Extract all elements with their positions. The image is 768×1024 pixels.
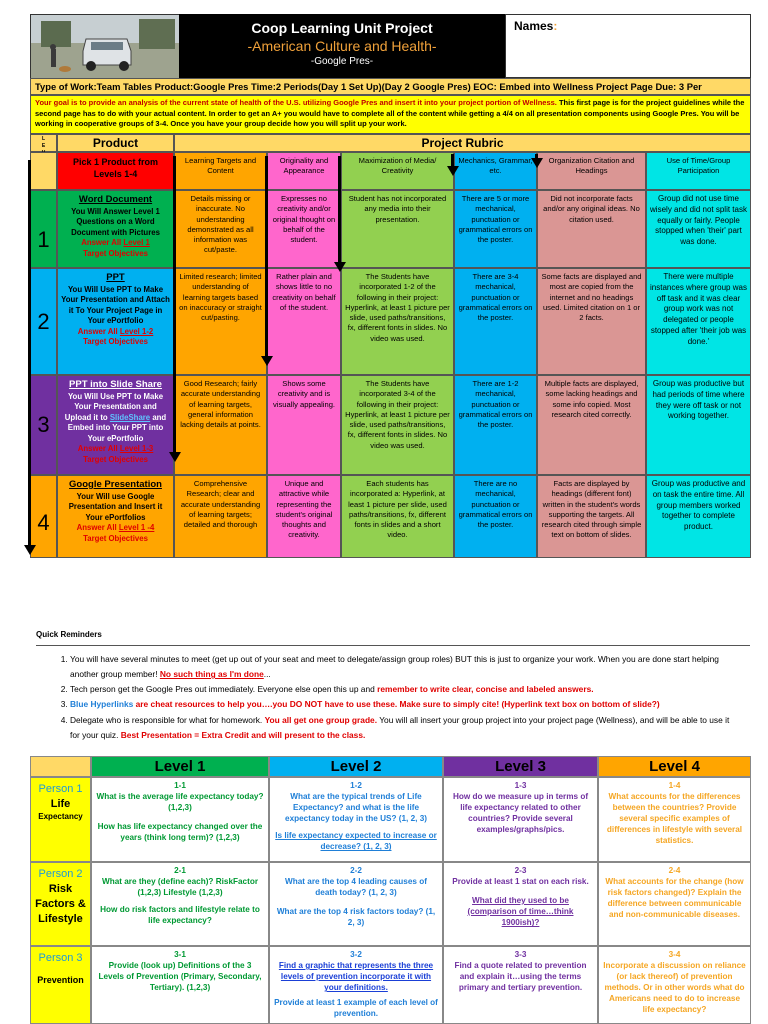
content-level-1-header: Level 1 [91, 756, 269, 777]
content-corner [30, 756, 91, 777]
person-name: Person 3 [38, 952, 83, 964]
level-3-cell [30, 375, 57, 475]
down-arrow-icon [447, 166, 459, 176]
goal-part1: Your goal is to provide an analysis of the current state of health of the U.S. utilizing Google Pres and insert it into your project portion of Wellness. [35, 98, 557, 107]
content-level-3-header: Level 3 [443, 756, 598, 777]
goal-part2: This first page is for the project guidelines while the second page has to do with your actual content. In order to get an A+ you would have to complete all of the content while getting a 4/4 on all presentation components using Google Pres. You will be working in cooperative groups of 3-4. Once you have your group decide how you will split up your work. [35, 98, 745, 128]
pick-product-cell: Pick 1 Product from Levels 1-4 [57, 152, 174, 190]
names-label: Names [514, 19, 554, 33]
type-of-work-bar: Type of Work:Team Tables Product:Google Pres Time:2 Periods(Day 1 Set Up)(Day 2 Google Pres) EOC: Embed into Wellness Project Page Due: 3 Per [30, 78, 751, 95]
content-cell: 3-3 Find a quote related to prevention and explain it…using the terms primary and tertiary prevention. [443, 946, 598, 1024]
col-header-media: Maximization of Media/ Creativity [341, 152, 454, 190]
header-photo [30, 14, 181, 80]
product-word-body: You Will Answer Level 1 Questions on a Word Document with Pictures [71, 206, 160, 237]
down-arrow-icon [261, 356, 273, 366]
content-cell: 1-1 What is the average life expectancy today? (1,2,3) How has life expectancy changed over the years (think long term)? (1,2,3) [91, 777, 269, 862]
down-arrow-icon [28, 160, 31, 545]
down-arrow-icon [265, 156, 268, 356]
product-header: Product [57, 134, 174, 152]
level-col-spacer [30, 152, 57, 190]
person-topic: Risk Factors & Lifestyle [35, 882, 86, 925]
down-arrow-icon [24, 545, 36, 555]
rubric-cell: Unique and attractive while representing the student's original thoughts and creativity. [267, 475, 341, 558]
content-level-4-header: Level 4 [598, 756, 751, 777]
rubric-cell: Group was productive and on task the entire time. All group members worked together to complete product. [646, 475, 751, 558]
answer-prefix: Answer All [77, 326, 120, 336]
product-slideshare-body-a: You Will Use PPT to Make Your Presentation and Upload it to [64, 391, 164, 422]
down-arrow-icon [169, 452, 181, 462]
rubric-cell: Facts are displayed by headings (different font) written in the student's words supporting the targets. All research cited through simple text on bottom of slides. [537, 475, 646, 558]
product-ppt-title: PPT [106, 272, 125, 283]
answer-prefix: Answer All [77, 444, 120, 454]
rubric-cell: Good Research; fairly accurate understanding of learning targets, general information lacking details at points. [174, 375, 267, 475]
rubric-cell: Expresses no creativity and/or original thought on behalf of the student. [267, 190, 341, 268]
rubric-cell: Group did not use time wisely and did not split task equally or fairly. People stopped when 'their' part was done. [646, 190, 751, 268]
rubric-cell: Some facts are displayed and most are copied from the internet and no headings used. Limited citation on 1 or 2 facts. [537, 268, 646, 375]
col-header-learning: Learning Targets and Content [174, 152, 267, 190]
content-level-2-header: Level 2 [269, 756, 443, 777]
reminder-item: 1. You will have several minutes to meet (get up out of your seat and meet to delegate/assign group roles) BUT this is just to organize your work. When you are done start helping another group member! No such thing as I'm done... [70, 652, 740, 682]
level-1-3-link[interactable]: Level 1-3 [119, 444, 154, 454]
rubric-cell: There are 3-4 mechanical, punctuation or grammatical errors on the poster. [454, 268, 537, 375]
rubric-cell: Student has not incorporated any media into their presentation. [341, 190, 454, 268]
content-cell: 1-2 What are the typical trends of Life Expectancy? and what is the life expectancy today in the US? (1, 2, 3) Is life expectancy expected to increase or decrease? (1, 2, 3) [269, 777, 443, 862]
col-header-originality: Originality and Appearance [267, 152, 341, 190]
rubric-cell: Multiple facts are displayed, some lacking headings and some info copied. Most research cited correctly. [537, 375, 646, 475]
col-header-time: Use of Time/Group Participation [646, 152, 751, 190]
answer-prefix: Answer All [81, 238, 124, 248]
person-sub: Expectancy [38, 811, 83, 821]
person-topic: Prevention [37, 974, 84, 985]
content-cell: 1-3 How do we measure up in terms of life expectancy related to other countries? Provide several examples/graphs/pics. [443, 777, 598, 862]
person-name: Person 1 [38, 783, 83, 795]
rubric-cell: There are 1-2 mechanical, punctuation or grammatical errors on the poster. [454, 375, 537, 475]
rubric-cell: There are no mechanical, punctuation or grammatical errors on the poster. [454, 475, 537, 558]
content-cell: 1-4 What accounts for the differences between the countries? Provide several specific examples of differences in lifestyle with several statistics. [598, 777, 751, 862]
product-word-title: Word Document [78, 194, 153, 205]
person-name: Person 2 [38, 868, 83, 880]
level-4-number: 4 [37, 510, 50, 535]
level-1-4-link[interactable]: Level 1 -4 [118, 523, 155, 533]
answer-prefix: Answer All [76, 523, 119, 533]
content-cell: 2-3 Provide at least 1 stat on each risk. What did they used to be (comparison of time…think 1900ish)? [443, 862, 598, 946]
content-cell: 3-2 Find a graphic that represents the three levels of prevention incorporate it with your definitions. Provide at least 1 example of each level of prevention. [269, 946, 443, 1024]
rubric-cell: Group was productive but had periods of time where they were off task or not working together. [646, 375, 751, 475]
slideshare-link[interactable]: SlideShare [109, 412, 151, 422]
level-1-cell [30, 190, 57, 268]
level-1-2-link[interactable]: Level 1-2 [119, 326, 154, 336]
down-arrow-icon [531, 158, 543, 168]
product-google-pres [57, 475, 174, 558]
person-1-cell [30, 777, 91, 862]
person-topic: Life [50, 797, 71, 810]
product-google-pres-title: Google Presentation [69, 479, 162, 490]
reminder-item: 4. Delegate who is responsible for what for homework. You all get one group grade. You will all insert your group project into your project page (Wellness), and will be able to use it for your quiz. Best Presentation = Extra Credit and will present to the class. [70, 713, 740, 743]
down-arrow-icon [173, 156, 176, 452]
reminders-title: Quick Reminders [36, 630, 102, 639]
target-objectives: Target Objectives [83, 248, 148, 258]
product-slideshare [57, 375, 174, 475]
names-box[interactable] [505, 14, 751, 78]
target-objectives: Target Objectives [83, 337, 148, 347]
content-cell: 2-4 What accounts for the change (how risk factors changed)? Explain the difference between communicable and non-communicable diseases. [598, 862, 751, 946]
target-objectives: Target Objectives [83, 454, 148, 464]
rubric-cell: Rather plain and shows little to no creativity on behalf of the student. [267, 268, 341, 375]
col-header-organization: Organization Citation and Headings [537, 152, 646, 190]
page-subtitle: -American Culture and Health- [247, 38, 437, 54]
rubric-cell: Comprehensive Research; clear and accurate understanding of learning targets; detailed and thorough [174, 475, 267, 558]
down-arrow-icon [338, 156, 341, 262]
product-ppt [57, 268, 174, 375]
divider [36, 645, 750, 646]
product-ppt-body: You Will Use PPT to Make Your Presentation and Attach it To Your Project Page in Your ePortfolio [61, 284, 170, 326]
level-2-cell [30, 268, 57, 375]
rubric-cell: Each students has incorporated a: Hyperlink, at least 1 picture per slide, used paths/transitions, fx, different fonts in slides and a short video. [341, 475, 454, 558]
content-cell: 2-2 What are the top 4 leading causes of death today? (1, 2, 3) What are the top 4 risk factors today? (1, 2, 3) [269, 862, 443, 946]
down-arrow-icon [334, 262, 346, 272]
level-1-number: 1 [37, 227, 50, 252]
rubric-cell: Details missing or inaccurate. No understanding demonstrated as all information was cut/paste. [174, 190, 267, 268]
content-cell: 3-1 Provide (look up) Definitions of the 3 Levels of Prevention (Primary, Secondary, Tertiary). (1,2,3) [91, 946, 269, 1024]
header-title-block [179, 14, 505, 78]
level-3-number: 3 [37, 412, 50, 437]
level-header: L E [30, 134, 57, 152]
rubric-cell: There are 5 or more mechanical, punctuation or grammatical errors on the poster. [454, 190, 537, 268]
content-cell: 2-1 What are they (define each)? RiskFactor (1,2,3) Lifestyle (1,2,3) How do risk factors and lifestyle relate to life expectancy? [91, 862, 269, 946]
page-tool: -Google Pres- [310, 56, 374, 67]
person-2-cell [30, 862, 91, 946]
level-1-link[interactable]: Level 1 [123, 238, 150, 248]
rubric-cell: There were multiple instances where group was off task and it was clear group work was not delegated or people stopped after 'their job was done.' [646, 268, 751, 375]
product-slideshare-body-b: and Embed into Your PPT into Your ePortfolio [67, 412, 167, 443]
rubric-cell: Did not incorporate facts and/or any original ideas. No citation used. [537, 190, 646, 268]
reminder-item: 2. Tech person get the Google Pres out immediately. Everyone else open this up and remember to write clear, concise and labeled answers. [70, 682, 740, 697]
rubric-cell: Shows some creativity and is visually appealing. [267, 375, 341, 475]
target-objectives: Target Objectives [83, 533, 148, 543]
product-word [57, 190, 174, 268]
goal-statement [30, 95, 751, 134]
project-rubric-header: Project Rubric [174, 134, 751, 152]
product-google-pres-body: Your Will use Google Presentation and Insert it Your ePortfolios [68, 491, 163, 522]
product-slideshare-title: PPT into Slide Share [69, 379, 162, 390]
reminder-item: 3. Blue Hyperlinks are cheat resources to help you….you DO NOT have to use these. Make sure to simply cite! (Hyperlink text box on bottom of slide?) [70, 697, 740, 712]
page-title: Coop Learning Unit Project [251, 20, 433, 36]
rubric-cell: The Students have incorporated 3-4 of the following in their project: Hyperlink, at least 1 picture per slide, used paths/transitions, fx, different fonts in slides. No video was used. [341, 375, 454, 475]
col-header-mechanics: Mechanics, Grammar, etc. [454, 152, 537, 190]
rubric-cell: The Students have incorporated 1-2 of the following in their project: Hyperlink, at least 1 picture per slide, used paths/transitions, fx, different fonts in slides. No video was used. [341, 268, 454, 375]
rubric-cell: Limited research; limited understanding of learning targets based on inaccuracy or straight cut/pasting. [174, 268, 267, 375]
reminders-list [50, 652, 740, 743]
names-colon: : [553, 19, 558, 33]
level-2-number: 2 [37, 309, 50, 334]
content-cell: 3-4 Incorporate a discussion on reliance (or lack thereof) of prevention methods. Or in other words what do Americans need to do to increase life expectancy? [598, 946, 751, 1024]
person-3-cell [30, 946, 91, 1024]
